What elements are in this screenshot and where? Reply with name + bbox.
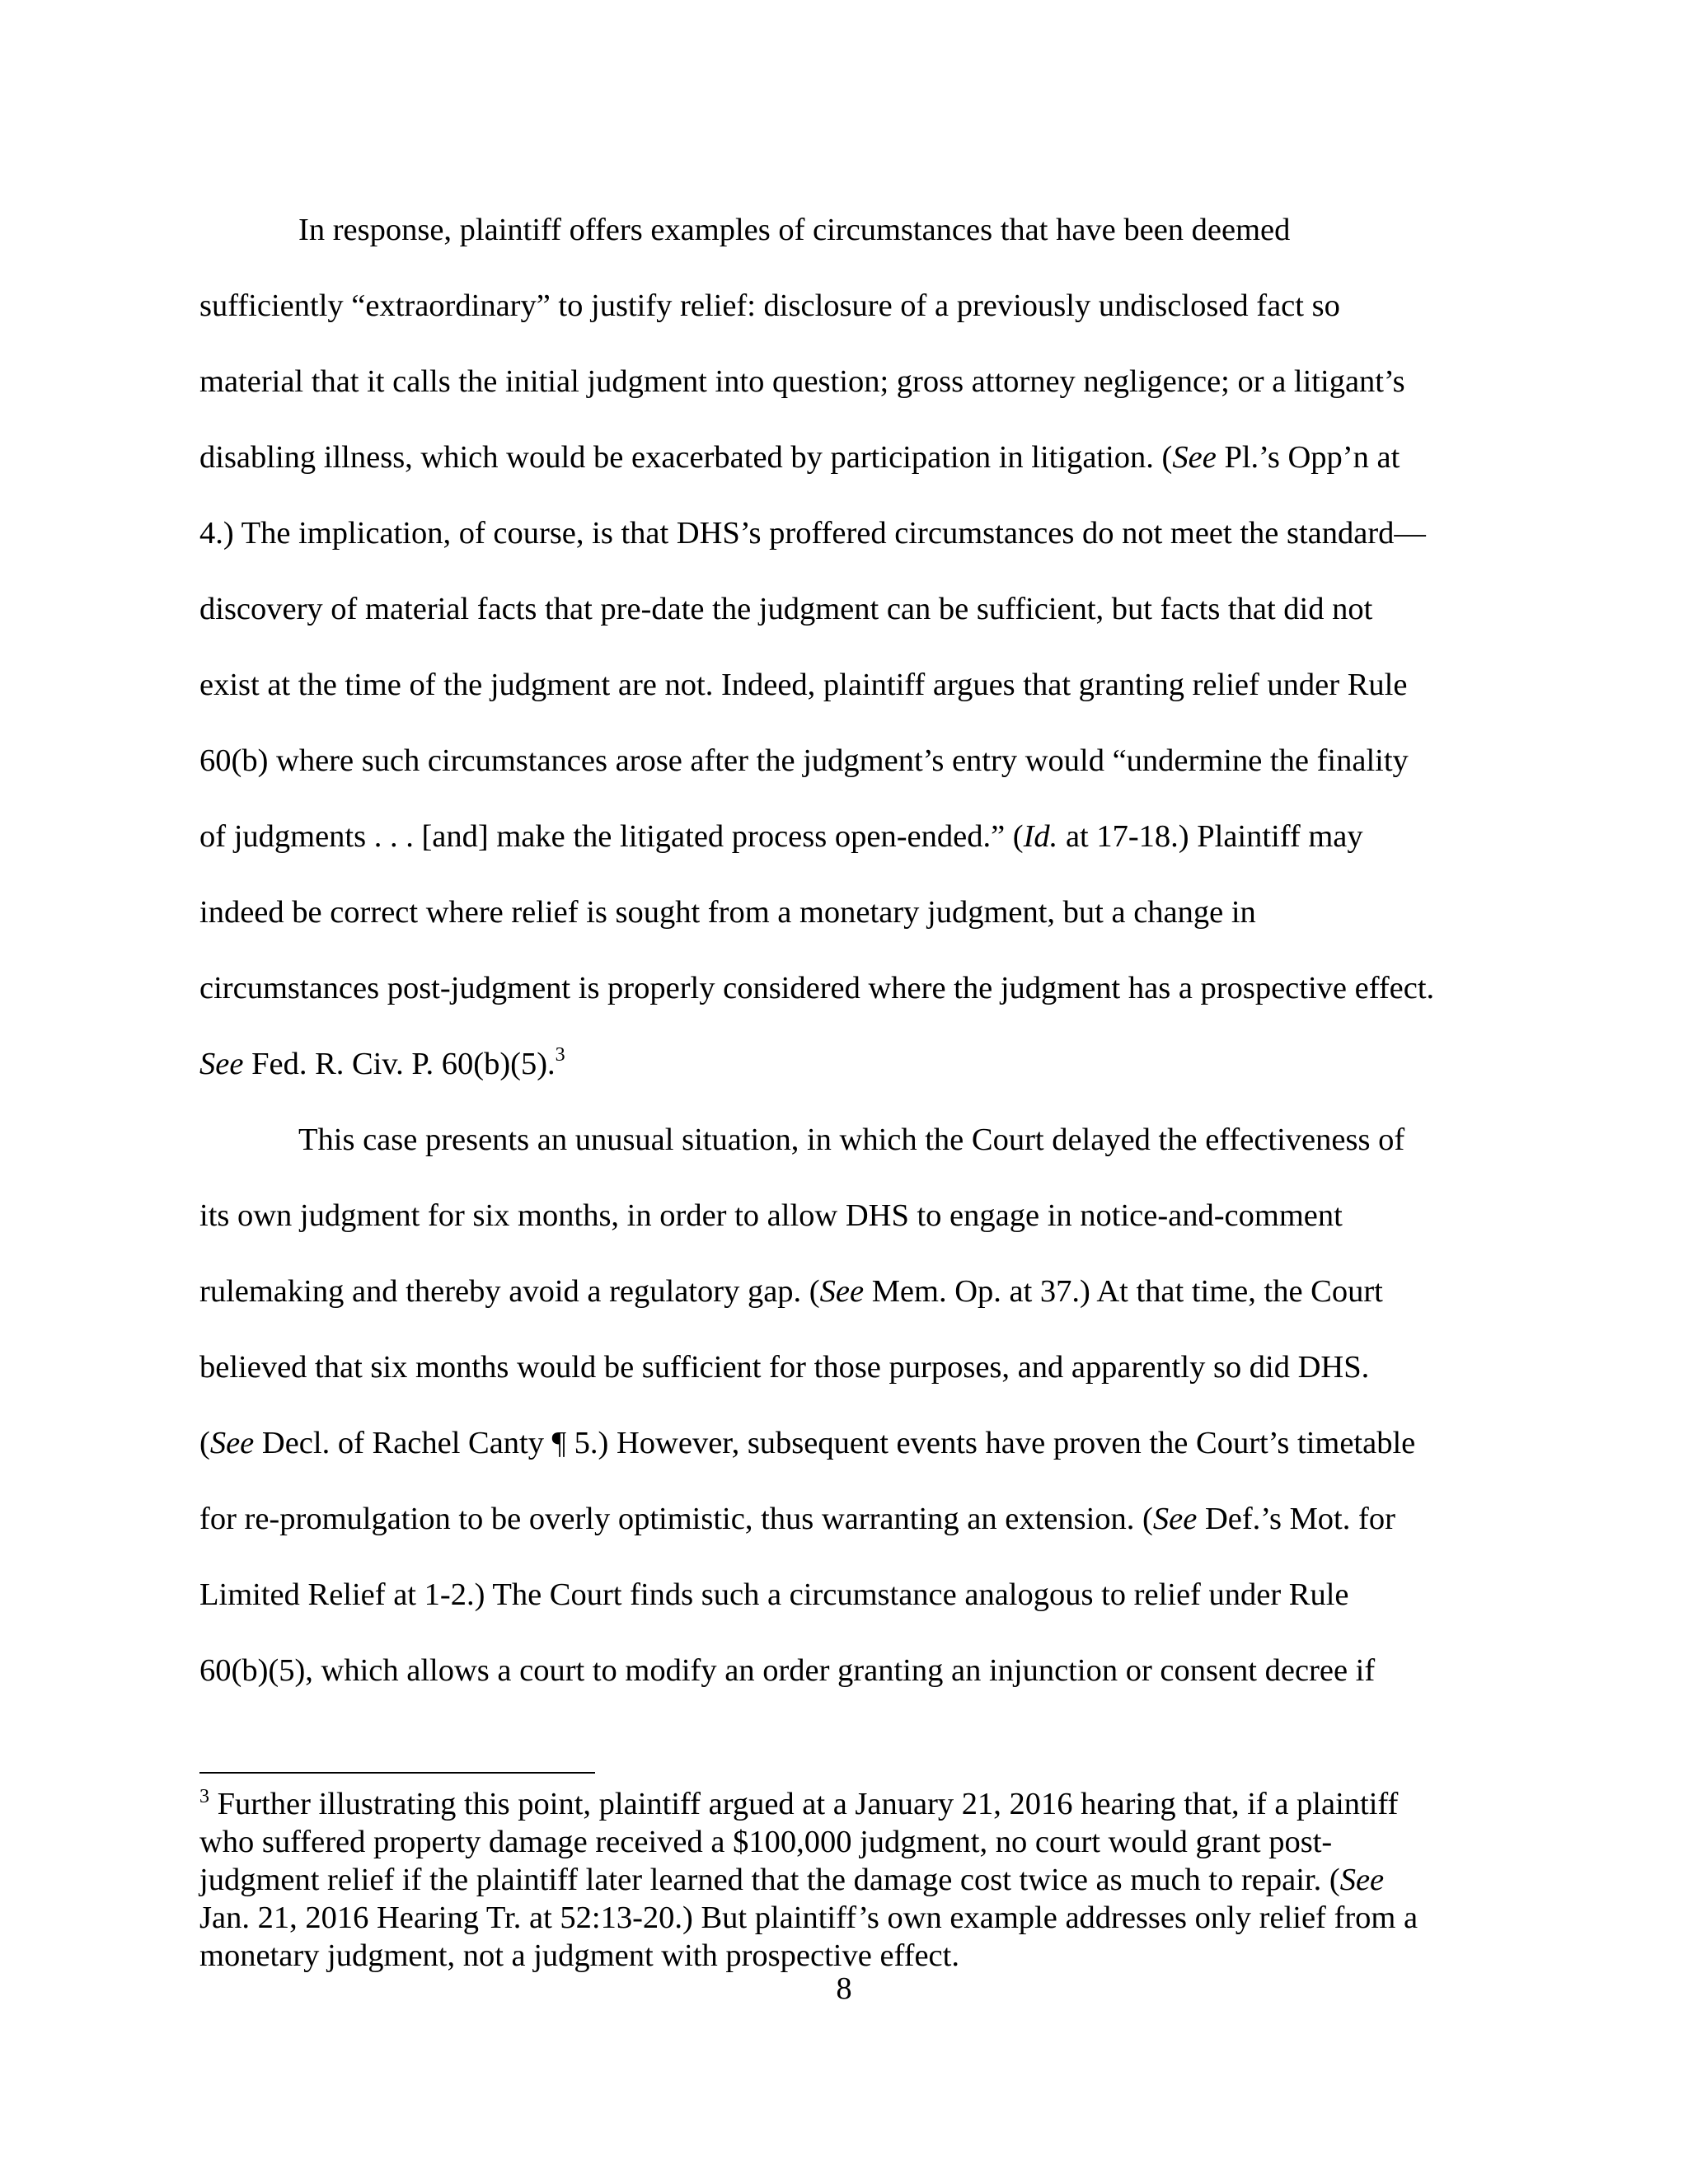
text-line: 60(b)(5), which allows a court to modify an order granting an injunction or consent decree if [199, 1653, 1376, 1688]
text-line: for re-promulgation to be overly optimistic, thus warranting an extension. (See Def.’s Mot. for [199, 1502, 1395, 1536]
text-line: This case presents an unusual situation, in which the Court delayed the effectiveness of [298, 1122, 1405, 1157]
body-text [199, 192, 1502, 1708]
footnote-line [199, 1785, 1518, 1823]
text-line: 60(b) where such circumstances arose after the judgment’s entry would “undermine the finality [199, 743, 1409, 778]
text-line: circumstances post-judgment is properly considered where the judgment has a prospective effect. [199, 971, 1435, 1005]
text-line: sufficiently “extraordinary” to justify relief: disclosure of a previously undisclosed fact so [199, 288, 1340, 323]
page-number: 8 [836, 1971, 852, 2006]
footnote-line: judgment relief if the plaintiff later learned that the damage cost twice as much to repair. (See [199, 1863, 1385, 1897]
footnote-reference[interactable]: 3 [555, 1044, 565, 1066]
text-line: exist at the time of the judgment are not. Indeed, plaintiff argues that granting relief under Rule [199, 668, 1408, 702]
footnote-marker: 3 [199, 1786, 209, 1807]
text-line: material that it calls the initial judgment into question; gross attorney negligence; or a litigant’s [199, 364, 1405, 399]
footnote-line: who suffered property damage received a $100,000 judgment, no court would grant post- [199, 1825, 1333, 1859]
text-line: rulemaking and thereby avoid a regulatory gap. (See Mem. Op. at 37.) At that time, the Court [199, 1274, 1383, 1309]
footnote-line: Jan. 21, 2016 Hearing Tr. at 52:13-20.) But plaintiff’s own example addresses only relief from a [199, 1900, 1418, 1935]
paragraph-2 [199, 1102, 1502, 1708]
text-line: See Fed. R. Civ. P. 60(b)(5). [199, 1047, 556, 1081]
text-line-with-footnote [199, 1026, 1502, 1102]
text-line: of judgments . . . [and] make the litigated process open-ended.” (Id. at 17-18.) Plaintiff may [199, 819, 1363, 854]
footnote-3 [199, 1785, 1518, 1975]
text-line: (See Decl. of Rachel Canty ¶ 5.) However, subsequent events have proven the Court’s timetable [199, 1426, 1416, 1460]
text-line: believed that six months would be sufficient for those purposes, and apparently so did DHS. [199, 1350, 1370, 1385]
text-line: Limited Relief at 1-2.) The Court finds such a circumstance analogous to relief under Rule [199, 1577, 1349, 1612]
text-line: indeed be correct where relief is sought from a monetary judgment, but a change in [199, 895, 1256, 930]
footnote-divider [199, 1772, 595, 1774]
text-line: discovery of material facts that pre-date the judgment can be sufficient, but facts that did not [199, 592, 1373, 626]
text-line: its own judgment for six months, in order to allow DHS to engage in notice-and-comment [199, 1198, 1343, 1233]
text-line: 4.) The implication, of course, is that DHS’s proffered circumstances do not meet the standard— [199, 516, 1426, 551]
text-line: disabling illness, which would be exacerbated by participation in litigation. (See Pl.’s Opp’n at [199, 440, 1400, 475]
footnote-line: monetary judgment, not a judgment with prospective effect. [199, 1938, 959, 1973]
text-line: In response, plaintiff offers examples of circumstances that have been deemed [298, 213, 1291, 247]
paragraph-1 [199, 192, 1502, 1102]
footnote-text: Further illustrating this point, plaintiff argued at a January 21, 2016 hearing that, if a plaintiff [217, 1787, 1399, 1821]
